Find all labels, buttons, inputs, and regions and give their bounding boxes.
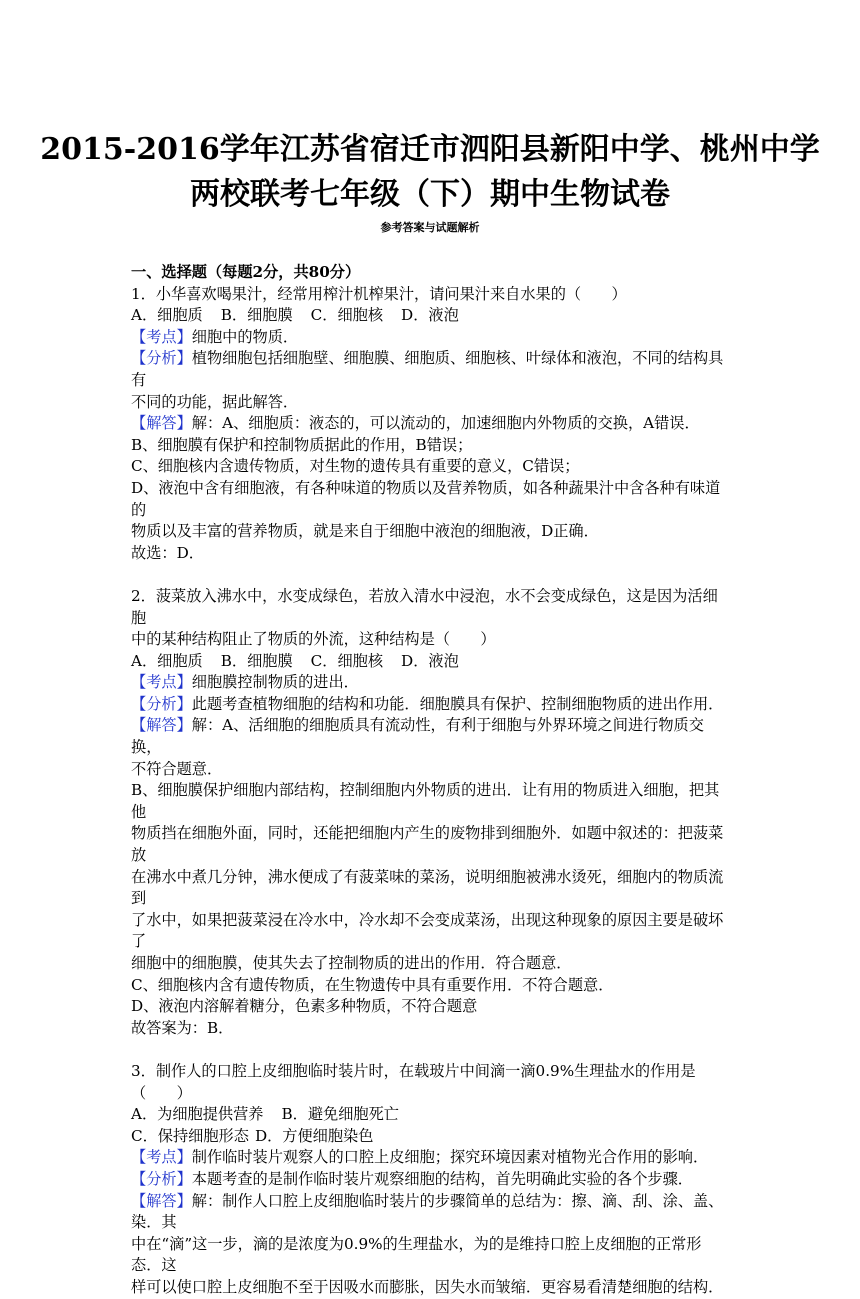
explain-b-cont: 细胞中的细胞膜，使其失去了控制物质的进出的作用．符合题意． xyxy=(131,954,572,972)
kaodian-line xyxy=(131,327,731,349)
fenxi-text: 此题考查植物细胞的结构和功能．细胞膜具有保护、控制细胞物质的进出作用． xyxy=(191,694,724,713)
kaodian-line xyxy=(131,672,731,694)
jieda-line xyxy=(131,715,731,758)
jieda-text-cont: 不符合题意． xyxy=(131,759,223,778)
document-body xyxy=(131,262,731,1299)
question-options xyxy=(131,1126,731,1148)
spacer xyxy=(131,564,731,586)
explain-b-cont: 物质挡在细胞外面，同时，还能把细胞内产生的废物排到细胞外．如题中叙述的：把菠菜放 xyxy=(131,824,724,865)
option-a: A．细胞质 xyxy=(131,651,203,670)
jieda-text: 解：A、活细胞的细胞质具有流动性，有利于细胞与外界环境之间进行物质交换， xyxy=(131,716,704,757)
doc-title-line2: 两校联考七年级（下）期中生物试卷 xyxy=(190,177,670,212)
option-c: C．保持细胞形态 xyxy=(131,1126,249,1145)
jieda-line xyxy=(131,413,731,435)
spacer xyxy=(131,1039,731,1061)
kaodian-text: 细胞膜控制物质的进出． xyxy=(191,673,359,692)
option-d: D．方便细胞染色 xyxy=(254,1126,374,1145)
answer-line: 故答案为：B． xyxy=(131,1018,234,1037)
explain-d: D、液泡中含有细胞液，有各种味道的物质以及营养物质，如各种蔬果汁中含各种有味道的 xyxy=(131,478,721,519)
fenxi-line xyxy=(131,694,731,716)
answer-line: 故选：D． xyxy=(131,543,204,562)
jieda-tag: 【解答】 xyxy=(131,414,192,433)
fenxi-line xyxy=(131,348,731,391)
doc-subtitle: 参考答案与试题解析 xyxy=(380,221,480,234)
jieda-tag: 【解答】 xyxy=(131,1191,192,1210)
explain-c: C、细胞核内含有遗传物质，在生物遗传中具有重要作用．不符合题意． xyxy=(131,975,614,994)
option-d: D．液泡 xyxy=(401,306,459,325)
option-b: B．细胞膜 xyxy=(220,306,293,325)
kaodian-line xyxy=(131,1147,731,1169)
question-options xyxy=(131,651,731,673)
jieda-text: 解：制作人口腔上皮细胞临时装片的步骤简单的总结为：擦、滴、刮、涂、盖、染．其 xyxy=(131,1191,724,1232)
option-b: B．避免细胞死亡 xyxy=(281,1105,399,1124)
explain-b-cont: 在沸水中煮几分钟，沸水便成了有菠菜味的菜汤，说明细胞被沸水烫死，细胞内的物质流到 xyxy=(131,867,724,908)
question-stem: 2．菠菜放入沸水中，水变成绿色，若放入清水中浸泡，水不会变成绿色，这是因为活细胞 xyxy=(131,586,718,627)
jieda-line xyxy=(131,1191,731,1234)
jieda-text-cont: 中在“滴”这一步，滴的是浓度为0.9%的生理盐水，为的是维持口腔上皮细胞的正常形态．这 xyxy=(131,1234,702,1275)
jieda-tag: 【解答】 xyxy=(131,716,192,735)
question-1 xyxy=(131,284,731,565)
explain-b: B、细胞膜保护细胞内部结构，控制细胞内外物质的进出．让有用的物质进入细胞，把其他 xyxy=(131,781,720,821)
fenxi-text: 本题考查的是制作临时装片观察细胞的结构，首先明确此实验的各个步骤． xyxy=(191,1169,693,1188)
option-c: C．细胞核 xyxy=(310,306,384,325)
question-2 xyxy=(131,586,731,1039)
option-a: A．细胞质 xyxy=(131,306,203,325)
option-b: B．细胞膜 xyxy=(220,651,293,670)
fenxi-tag: 【分析】 xyxy=(131,1169,192,1188)
fenxi-text: 植物细胞包括细胞壁、细胞膜、细胞质、细胞核、叶绿体和液泡，不同的结构具有 xyxy=(131,349,724,389)
kaodian-text: 制作临时装片观察人的口腔上皮细胞；探究环境因素对植物光合作用的影响． xyxy=(191,1148,709,1167)
explain-b-cont: 了水中，如果把菠菜浸在冷水中，冷水却不会变成菜汤，出现这种现象的原因主要是破坏了 xyxy=(131,910,724,951)
option-c: C．细胞核 xyxy=(310,651,384,670)
question-stem-cont: 中的某种结构阻止了物质的外流，这种结构是（ ） xyxy=(131,630,496,649)
kaodian-text: 细胞中的物质． xyxy=(191,327,299,346)
explain-d-cont: 物质以及丰富的营养物质，就是来自于细胞中液泡的细胞液，D正确． xyxy=(131,522,599,541)
question-options xyxy=(131,1104,731,1126)
doc-title-line1: 2015-2016学年江苏省宿迁市泗阳县新阳中学、桃州中学 xyxy=(40,132,820,167)
question-options xyxy=(131,305,731,327)
fenxi-tag: 【分析】 xyxy=(131,349,192,368)
explain-d: D、液泡内溶解着糖分，色素多种物质，不符合题意 xyxy=(131,997,478,1016)
kaodian-tag: 【考点】 xyxy=(131,1148,192,1167)
fenxi-tag: 【分析】 xyxy=(131,694,192,713)
question-stem: 3．制作人的口腔上皮细胞临时装片时，在载玻片中间滴一滴0.9%生理盐水的作用是（ ） xyxy=(131,1061,696,1102)
fenxi-text-cont: 不同的功能，据此解答． xyxy=(131,392,299,411)
question-stem: 1．小华喜欢喝果汁，经常用榨汁机榨果汁，请问果汁来自水果的（ ） xyxy=(131,284,627,303)
jieda-text: 解：A、细胞质：液态的，可以流动的，加速细胞内外物质的交换，A错误． xyxy=(191,414,700,433)
kaodian-tag: 【考点】 xyxy=(131,327,192,346)
section-heading: 一、选择题（每题2分，共80分） xyxy=(131,263,361,281)
jieda-text-cont: 样可以使口腔上皮细胞不至于因吸水而膨胀，因失水而皱缩．更容易看清楚细胞的结构． xyxy=(131,1277,724,1296)
option-a: A．为细胞提供营养 xyxy=(131,1105,264,1124)
option-d: D．液泡 xyxy=(401,651,459,670)
explain-b: B、细胞膜有保护和控制物质据此的作用，B错误； xyxy=(131,435,473,454)
question-3 xyxy=(131,1061,731,1299)
kaodian-tag: 【考点】 xyxy=(131,673,192,692)
explain-c: C、细胞核内含遗传物质，对生物的遗传具有重要的意义，C错误； xyxy=(131,457,580,476)
fenxi-line xyxy=(131,1169,731,1191)
